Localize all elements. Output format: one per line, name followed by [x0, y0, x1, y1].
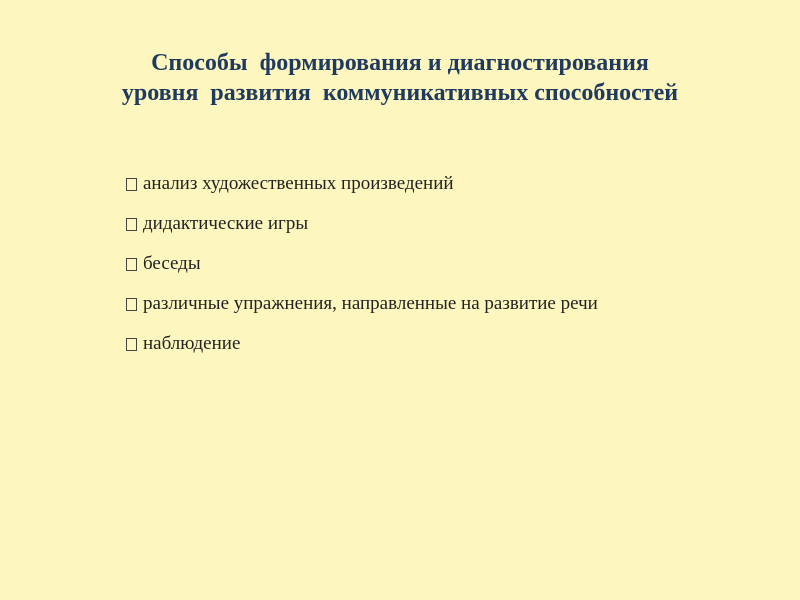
title-line-1: Способы формирования и диагностирования [151, 50, 649, 76]
list-item [126, 244, 746, 284]
list-item [126, 284, 746, 324]
list-item [126, 324, 746, 364]
bullet-square-icon [126, 258, 137, 271]
bullet-text: анализ художественных произведений [143, 173, 454, 194]
bullet-square-icon [126, 298, 137, 311]
bullet-text: беседы [143, 253, 201, 274]
slide-title [0, 48, 800, 108]
bullet-list [126, 164, 746, 364]
bullet-square-icon [126, 338, 137, 351]
bullet-text: различные упражнения, направленные на развитие речи [143, 293, 598, 314]
bullet-text: наблюдение [143, 333, 241, 354]
title-line-2: уровня развития коммуникативных способностей [121, 80, 679, 106]
bullet-square-icon [126, 178, 137, 191]
list-item [126, 204, 746, 244]
bullet-text: дидактические игры [143, 213, 309, 234]
bullet-square-icon [126, 218, 137, 231]
list-item [126, 164, 746, 204]
